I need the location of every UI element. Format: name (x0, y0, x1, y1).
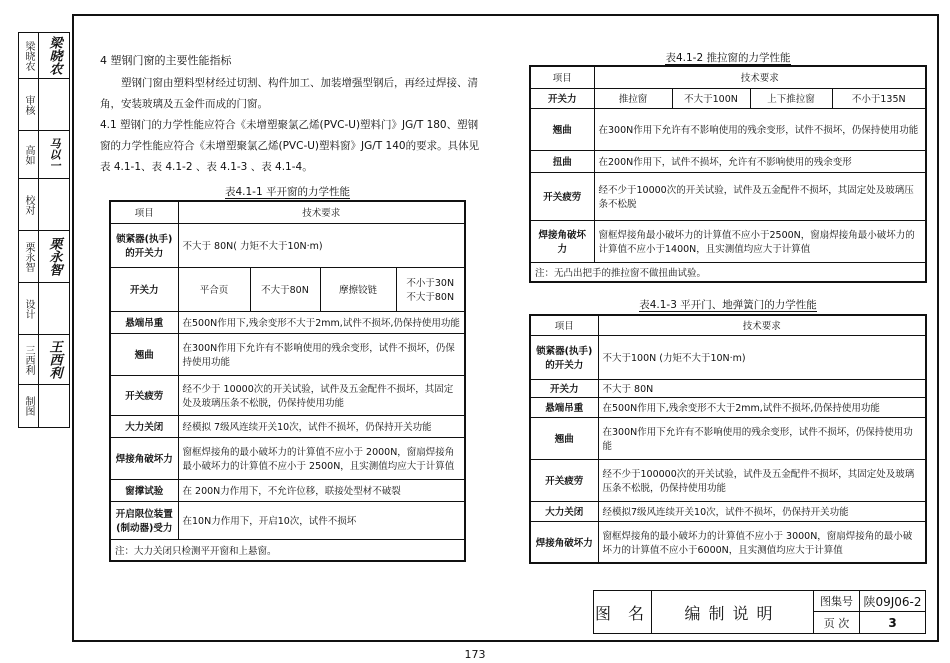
signoff-label: 审核 (19, 79, 39, 130)
column-header: 项目 (530, 315, 598, 335)
row-item: 开关力 (530, 88, 594, 108)
row-item: 开关力 (530, 379, 598, 397)
signoff-label: 栗永智 (19, 231, 39, 282)
signature: 栗永智 (46, 237, 62, 276)
row-item: 开关疲劳 (530, 459, 598, 501)
row-value: 不大于100N (672, 88, 750, 108)
title-block (593, 590, 926, 634)
signoff-row (19, 231, 69, 283)
row-item: 焊接角破坏力 (530, 521, 598, 563)
column-header: 项目 (530, 66, 594, 88)
row-item: 悬端吊重 (110, 311, 178, 333)
row-value: 在300N作用下允许有不影响使用的残余变形，试件不损坏，仍保持使用功能 (598, 417, 926, 459)
row-item: 大力关闭 (110, 415, 178, 437)
row-item: 翘曲 (110, 333, 178, 375)
table-caption: 表4.1-2 推拉窗的力学性能 (665, 52, 791, 64)
row-item: 焊接角破坏力 (110, 437, 178, 479)
page-number: 173 (464, 648, 486, 661)
column-header: 技术要求 (598, 315, 926, 335)
row-value: 不小于135N (832, 88, 926, 108)
signature: 梁晓农 (46, 36, 62, 75)
row-value: 经模拟7级风连续开关10次，试件不损坏，仍保持开关功能 (598, 501, 926, 521)
signature: 马以一 (48, 138, 61, 171)
page-label: 页 次 (814, 612, 860, 633)
row-item: 大力关闭 (530, 501, 598, 521)
section-heading: 4 塑钢门窗的主要性能指标 (100, 54, 232, 67)
signoff-label: 高如 (19, 131, 39, 178)
row-value: 不小于30N 不大于80N (396, 267, 465, 311)
signoff-label: 校对 (19, 179, 39, 230)
row-value: 不大于 80N( 力矩不大于10N·m) (178, 223, 465, 267)
signoff-row (19, 385, 69, 427)
row-item: 开关疲劳 (110, 375, 178, 415)
row-value: 平合页 (178, 267, 250, 311)
intro-paragraph: 塑钢门窗由塑料型材经过切割、构件加工、加装增强型钢后，再经过焊接、清角，安装玻璃及五金件而成的门窗。 (100, 77, 478, 110)
column-header: 技术要求 (178, 201, 465, 223)
column-header: 技术要求 (594, 66, 926, 88)
row-value: 推拉窗 (594, 88, 672, 108)
row-item: 开关力 (110, 267, 178, 311)
set-number: 陕09J06-2 (860, 591, 925, 612)
table-caption: 表4.1-1 平开窗的力学性能 (224, 186, 350, 198)
row-item: 开启限位装置(制动器)受力 (110, 501, 178, 539)
signoff-row (19, 283, 69, 335)
door-table (529, 314, 927, 564)
drawing-title: 编制说明 (652, 591, 814, 633)
row-item: 焊接角破坏力 (530, 220, 594, 262)
row-value: 不大于80N (250, 267, 320, 311)
signoff-label: 设计 (19, 283, 39, 334)
table-note: 注：大力关闭只检测平开窗和上悬窗。 (110, 539, 465, 561)
signoff-row (19, 335, 69, 385)
signoff-row (19, 131, 69, 179)
sliding-window-table (529, 65, 927, 283)
signature: 王西利 (46, 340, 62, 379)
row-item: 开关疲劳 (530, 172, 594, 220)
row-value: 经不少于10000次的开关试验，试件及五金配件不损坏，其固定处及玻璃压条不松脱 (594, 172, 926, 220)
row-value: 在 200N力作用下，不允许位移，联接处型材不破裂 (178, 479, 465, 501)
row-value: 在500N作用下,残余变形不大于2mm,试件不损坏,仍保持使用功能 (598, 397, 926, 417)
set-label: 图集号 (814, 591, 860, 612)
row-item: 翘曲 (530, 417, 598, 459)
row-value: 摩擦铰链 (320, 267, 396, 311)
row-value: 窗框焊接角最小破坏力的计算值不应小于2500N，窗扇焊接角最小破坏力的计算值不应小于1400N，且实测值均应大于计算值 (594, 220, 926, 262)
row-value: 不大于 80N (598, 379, 926, 397)
row-value: 不大于100N (力矩不大于10N·m) (598, 335, 926, 379)
signoff-row (19, 179, 69, 231)
row-value: 经不少于 10000次的开关试验，试件及五金配件不损坏，其固定处及玻璃压条不松脱，仍保持使用功能 (178, 375, 465, 415)
row-item: 锁紧器(执手)的开关力 (110, 223, 178, 267)
signoff-row (19, 33, 69, 79)
column-header: 项目 (110, 201, 178, 223)
row-value: 经不少于100000次的开关试验，试件及五金配件不损坏，其固定处及玻璃压条不松脱，仍保持使用功能 (598, 459, 926, 501)
title-label: 图 名 (594, 591, 652, 633)
row-value: 在300N作用下允许有不影响使用的残余变形，试件不损坏，仍保持使用功能 (594, 108, 926, 150)
table-caption: 表4.1-3 平开门、地弹簧门的力学性能 (639, 299, 817, 311)
row-item: 翘曲 (530, 108, 594, 150)
row-value: 在200N作用下，试件不损坏，允许有不影响使用的残余变形 (594, 150, 926, 172)
intro-paragraph: 4.1 塑钢门的力学性能应符合《未增塑聚氯乙烯(PVC-U)塑料门》JG/T 180、塑钢窗的力学性能应符合《未增塑聚氯乙烯(PVC-U)塑料窗》JG/T 140的要求。具体见表 4.1-1、表 4.1-2 、表 4.1-3 、表 4.1-4。 (100, 119, 480, 173)
row-value: 窗框焊接角的最小破坏力的计算值不应小于 3000N，窗扇焊接角的最小破坏力的计算值不应小于6000N，且实测值均应大于计算值 (598, 521, 926, 563)
signoff-label: 制图 (19, 385, 39, 427)
table-note: 注：无凸出把手的推拉窗不做扭曲试验。 (530, 262, 926, 282)
row-item: 窗撑试验 (110, 479, 178, 501)
row-item: 扭曲 (530, 150, 594, 172)
signoff-column (18, 32, 70, 428)
signoff-row (19, 79, 69, 131)
intro-section (100, 50, 480, 178)
sheet-page: 3 (888, 615, 897, 630)
row-value: 在10N力作用下，开启10次，试件不损坏 (178, 501, 465, 539)
row-value: 经模拟 7级风连续开关10次，试件不损坏，仍保持开关功能 (178, 415, 465, 437)
row-value: 上下推拉窗 (750, 88, 832, 108)
signoff-label: 三西利 (19, 335, 39, 384)
row-value: 在300N作用下允许有不影响使用的残余变形，试件不损坏，仍保持使用功能 (178, 333, 465, 375)
row-item: 锁紧器(执手)的开关力 (530, 335, 598, 379)
row-value: 窗框焊接角的最小破坏力的计算值不应小于 2000N，窗扇焊接角最小破坏力的计算值不应小于 2500N，且实测值均应大于计算值 (178, 437, 465, 479)
signoff-label: 梁晓农 (19, 33, 39, 78)
casement-window-table (109, 200, 466, 562)
row-item: 悬端吊重 (530, 397, 598, 417)
row-value: 在500N作用下,残余变形不大于2mm,试件不损坏,仍保持使用功能 (178, 311, 465, 333)
